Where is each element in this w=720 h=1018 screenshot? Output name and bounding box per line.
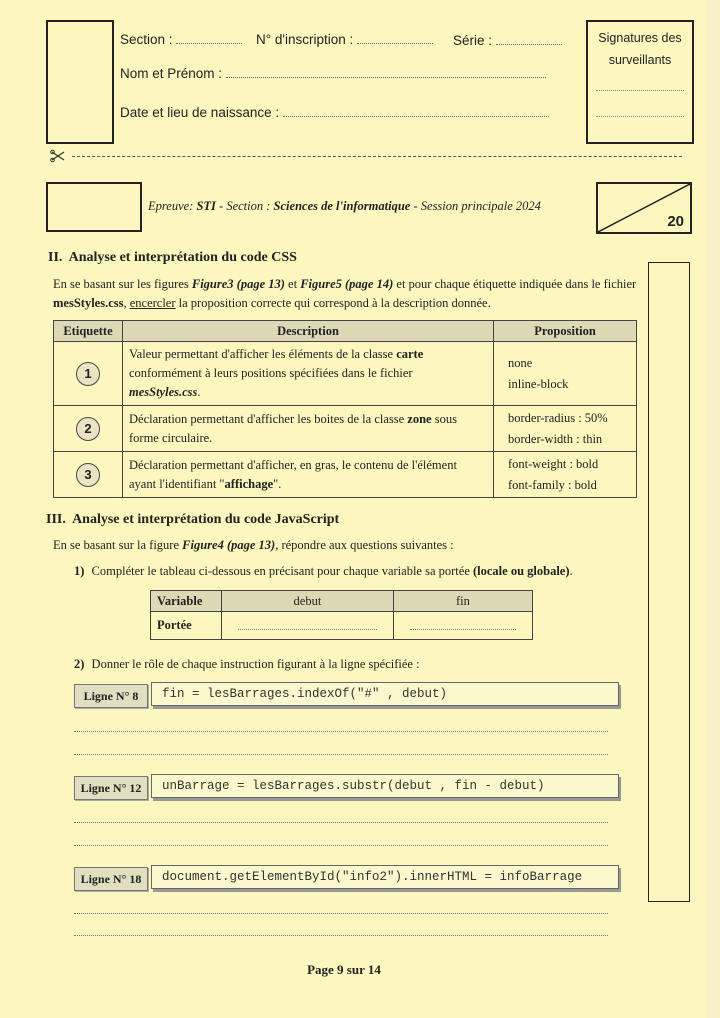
signature-line-1[interactable] [596,90,684,91]
option-font-family[interactable]: font-family : bold [508,477,597,492]
right-margin-box [648,262,690,902]
table-row [54,406,637,452]
question-text: Compléter le tableau ci-dessous en précisant pour chaque variable sa portée [91,564,473,578]
portee-label: Portée [151,612,222,640]
inscription-label: N° d'inscription : [256,32,354,47]
cut-line [72,156,682,157]
answer-line[interactable] [74,753,608,755]
label-circle-3: 3 [76,463,100,487]
question-2 [74,657,420,672]
portee-debut-input[interactable] [222,612,394,640]
col-etiquette: Etiquette [54,321,123,342]
naissance-field[interactable] [120,105,549,120]
css-table [53,320,637,498]
score-box [596,182,692,234]
etiquette-cell [54,342,123,406]
question-number: 1) [74,564,85,578]
question-text: . [569,564,573,578]
anonymity-box [46,20,114,144]
code-line-12: unBarrage = lesBarrages.substr(debut , fin - debut) [151,774,619,798]
ligne-label-8: Ligne N° 8 [74,684,148,708]
option-border-width[interactable]: border-width : thin [508,431,603,446]
variable-row [151,591,533,612]
var-fin: fin [393,591,532,612]
desc-text: sous forme circulaire. [129,411,457,445]
question-text: Donner le rôle de chaque instruction figurant à la ligne spécifiée : [91,657,420,671]
intro-text: , répondre aux questions suivantes : [275,538,454,552]
section-banner-label: - Section : [219,199,271,213]
exam-banner [148,199,541,214]
ligne-label-12: Ligne N° 12 [74,776,148,800]
proposition-cell [494,342,637,406]
intro-text: et [284,277,301,291]
intro-text: et pour chaque étiquette indiquée dans le fichier [393,277,637,291]
answer-line[interactable] [74,730,608,732]
col-proposition: Proposition [494,321,637,342]
description-cell [123,342,494,406]
desc-text: Valeur permettant d'afficher les éléments de la classe [129,347,397,361]
intro-text: En se basant sur les figures [53,277,192,291]
section-label: Section : [120,32,173,47]
section-field[interactable] [120,32,242,47]
variable-table [150,590,533,640]
file-name: mesStyles.css [53,296,124,310]
desc-text: conformément à leurs positions spécifiées dans le fichier [129,366,413,380]
description-cell [123,452,494,498]
section-iii-intro [53,538,454,553]
description-cell [123,406,494,452]
code-line-18: document.getElementById("info2").innerHTML = infoBarrage [151,865,619,889]
proposition-cell [494,406,637,452]
answer-line[interactable] [74,912,608,914]
question-1 [74,564,573,579]
figure4-ref: Figure4 (page 13) [182,538,276,552]
epreuve-value: STI [196,199,216,213]
intro-text: la proposition correcte qui correspond à la description donnée. [175,296,491,310]
etiquette-cell [54,452,123,498]
intro-text: En se basant sur la figure [53,538,183,552]
option-none[interactable]: none [508,355,533,370]
page-number: Page 9 sur 14 [307,962,381,977]
code-line-8: fin = lesBarrages.indexOf("#" , debut) [151,682,619,706]
label-circle-2: 2 [76,417,100,441]
scissors-icon [50,148,66,164]
portee-fin-input[interactable] [393,612,532,640]
nom-field[interactable] [120,66,546,81]
figure5-ref: Figure5 (page 14) [300,277,394,291]
nom-label: Nom et Prénom : [120,66,223,81]
serie-field[interactable] [453,33,562,48]
file-name: mesStyles.css [129,385,198,399]
answer-line[interactable] [74,821,608,823]
ligne-label-18: Ligne N° 18 [74,867,148,891]
etiquette-cell [54,406,123,452]
question-emphasis: (locale ou globale) [473,564,570,578]
proposition-cell [494,452,637,498]
class-name: carte [396,347,424,361]
label-circle-1: 1 [76,362,100,386]
id-name: affichage [224,476,274,491]
signature-line-2[interactable] [596,116,684,117]
signatures-box [586,20,694,144]
intro-text: , [123,296,130,310]
variable-header: Variable [151,591,222,612]
desc-text: . [197,385,201,399]
portee-row [151,612,533,640]
col-description: Description [123,321,494,342]
session-text: - Session principale 2024 [413,199,541,213]
figure3-ref: Figure3 (page 13) [191,277,285,291]
instruction-verb: encercler [129,296,176,310]
var-debut: debut [222,591,394,612]
table-row [54,452,637,498]
naissance-label: Date et lieu de naissance : [120,105,280,120]
option-inline-block[interactable]: inline-block [508,376,569,391]
desc-text: ". [273,476,282,491]
serie-label: Série : [453,33,493,48]
score-total: 20 [667,213,684,230]
section-value: Sciences de l'informatique [273,199,411,213]
class-name: zone [407,411,432,426]
grade-box [46,182,142,232]
desc-text: Déclaration permettant d'afficher les boites de la classe [129,411,408,426]
option-border-radius[interactable]: border-radius : 50% [508,410,608,425]
question-number: 2) [74,657,85,671]
option-font-weight[interactable]: font-weight : bold [508,456,599,471]
page-edge [706,0,720,1018]
table-row [54,342,637,406]
answer-line[interactable] [74,934,608,936]
css-table-header [54,321,637,342]
inscription-field[interactable] [256,32,433,47]
section-ii-title: II. Analyse et interprétation du code CSS [48,250,297,265]
answer-line[interactable] [74,844,608,846]
desc-text: Déclaration permettant d'afficher, en gras, le contenu de l'élément ayant l'identifiant " [129,457,457,491]
section-iii-title: III. Analyse et interprétation du code JavaScript [46,512,340,527]
section-ii-intro [53,275,638,313]
epreuve-label: Epreuve: [148,199,194,213]
signatures-title: Signatures des surveillants [598,31,682,67]
